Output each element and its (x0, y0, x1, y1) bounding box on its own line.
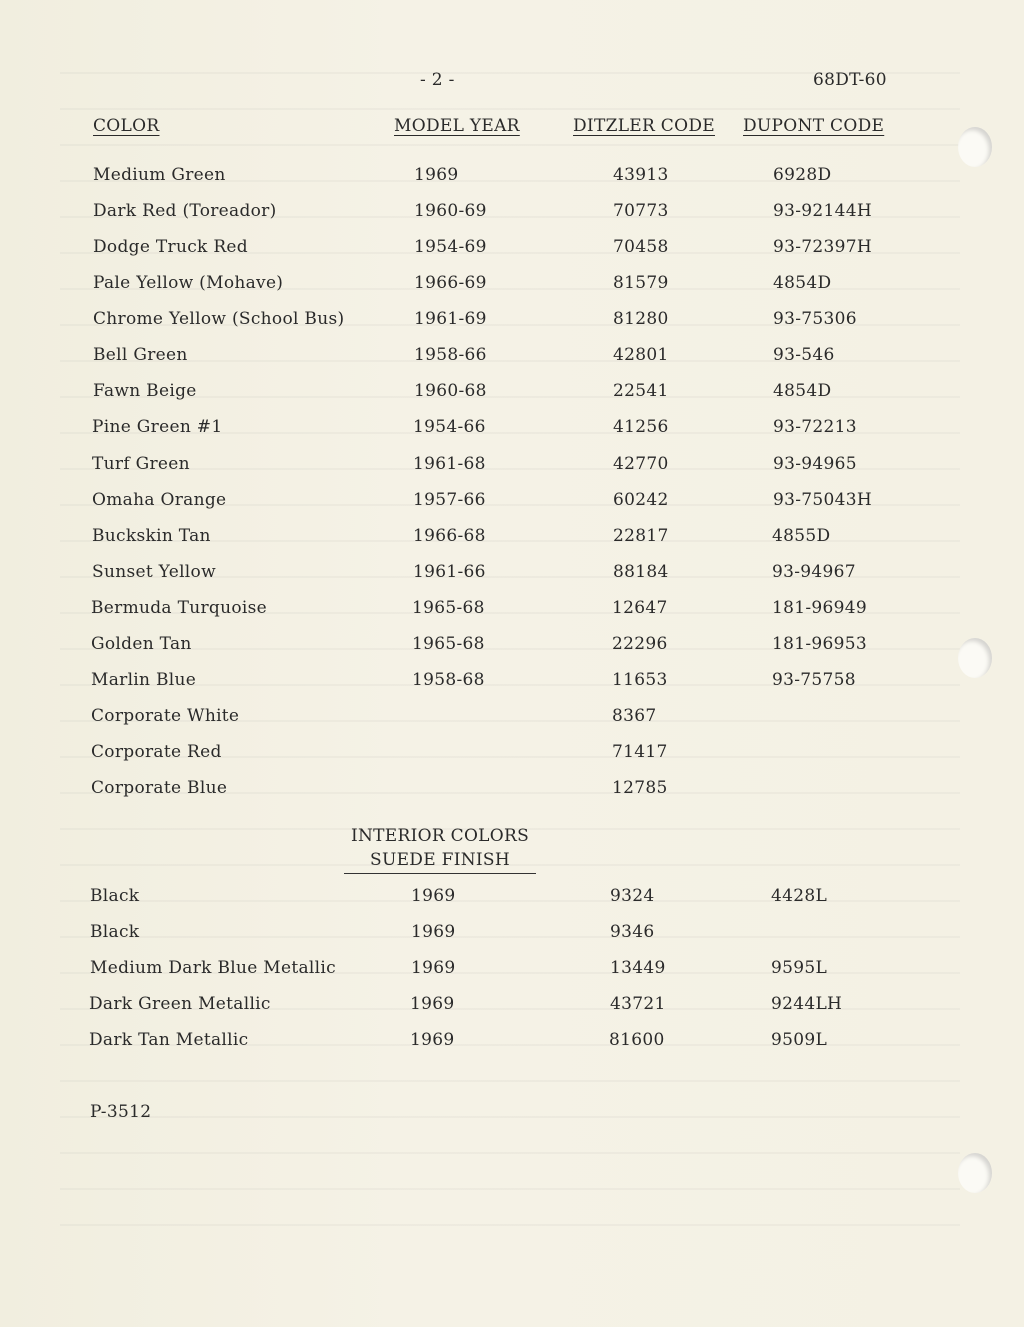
dupont-code: 4854D (773, 381, 832, 401)
column-header-ditzler-code: DITZLER CODE (573, 116, 715, 136)
ditzler-code: 43913 (613, 165, 669, 185)
footer-code: P-3512 (90, 1102, 152, 1122)
dupont-code: 9595L (771, 958, 828, 978)
column-header-color: COLOR (93, 116, 160, 136)
color-name: Bell Green (93, 345, 188, 365)
model-year: 1960-68 (414, 381, 487, 401)
color-name: Chrome Yellow (School Bus) (93, 309, 345, 329)
binder-hole (958, 1153, 992, 1193)
binder-hole (958, 638, 992, 678)
model-year: 1969 (411, 958, 456, 978)
dupont-code: 93-75758 (772, 670, 856, 690)
dupont-code: 4854D (773, 273, 832, 293)
page-number: - 2 - (420, 70, 455, 90)
ditzler-code: 12785 (612, 778, 668, 798)
dupont-code: 9509L (771, 1030, 828, 1050)
color-name: Dark Tan Metallic (89, 1030, 249, 1050)
model-year: 1965-68 (412, 598, 485, 618)
color-name: Dark Red (Toreador) (93, 201, 277, 221)
ditzler-code: 70458 (613, 237, 669, 257)
dupont-code: 93-72213 (773, 417, 857, 437)
dupont-code: 9244LH (771, 994, 843, 1014)
color-name: Golden Tan (91, 634, 192, 654)
model-year: 1954-66 (413, 417, 486, 437)
ditzler-code: 43721 (610, 994, 666, 1014)
model-year: 1958-66 (414, 345, 487, 365)
color-name: Black (90, 886, 140, 906)
dupont-code: 93-75306 (773, 309, 857, 329)
dupont-code: 4855D (772, 526, 831, 546)
color-name: Black (90, 922, 140, 942)
ditzler-code: 22541 (613, 381, 669, 401)
color-name: Medium Green (93, 165, 226, 185)
color-name: Buckskin Tan (92, 526, 211, 546)
ditzler-code: 81600 (609, 1030, 665, 1050)
dupont-code: 4428L (771, 886, 828, 906)
dupont-code: 181-96953 (772, 634, 867, 654)
dupont-code: 93-75043H (773, 490, 872, 510)
model-year: 1961-66 (413, 562, 486, 582)
color-name: Corporate Blue (91, 778, 228, 798)
dupont-code: 93-94965 (773, 454, 857, 474)
ditzler-code: 8367 (612, 706, 657, 726)
suede-finish-subtitle: SUEDE FINISH (370, 850, 510, 870)
document-code: 68DT-60 (813, 70, 887, 90)
color-name: Bermuda Turquoise (91, 598, 267, 618)
dupont-code: 93-92144H (773, 201, 872, 221)
color-name: Marlin Blue (91, 670, 197, 690)
ditzler-code: 22296 (612, 634, 668, 654)
color-name: Omaha Orange (92, 490, 227, 510)
model-year: 1966-68 (413, 526, 486, 546)
model-year: 1961-69 (414, 309, 487, 329)
dupont-code: 93-72397H (773, 237, 872, 257)
model-year: 1960-69 (414, 201, 487, 221)
model-year: 1954-69 (414, 237, 487, 257)
color-name: Medium Dark Blue Metallic (90, 958, 336, 978)
color-name: Dodge Truck Red (93, 237, 248, 257)
dupont-code: 93-94967 (772, 562, 856, 582)
model-year: 1961-68 (413, 454, 486, 474)
ditzler-code: 71417 (612, 742, 668, 762)
ditzler-code: 9346 (610, 922, 655, 942)
model-year: 1958-68 (412, 670, 485, 690)
ditzler-code: 81579 (613, 273, 669, 293)
color-name: Corporate Red (91, 742, 222, 762)
ditzler-code: 42801 (613, 345, 669, 365)
dupont-code: 181-96949 (772, 598, 867, 618)
column-header-dupont-code: DUPONT CODE (743, 116, 885, 136)
dupont-code: 6928D (773, 165, 832, 185)
ditzler-code: 81280 (613, 309, 669, 329)
color-name: Sunset Yellow (92, 562, 216, 582)
model-year: 1969 (411, 922, 456, 942)
color-name: Corporate White (91, 706, 240, 726)
model-year: 1965-68 (412, 634, 485, 654)
binder-hole (958, 127, 992, 167)
ditzler-code: 42770 (613, 454, 669, 474)
color-name: Pine Green #1 (92, 417, 223, 437)
color-name: Turf Green (92, 454, 190, 474)
model-year: 1969 (414, 165, 459, 185)
ditzler-code: 41256 (613, 417, 669, 437)
ditzler-code: 22817 (613, 526, 669, 546)
dupont-code: 93-546 (773, 345, 835, 365)
model-year: 1969 (410, 994, 455, 1014)
column-header-model-year: MODEL YEAR (394, 116, 520, 136)
color-name: Fawn Beige (93, 381, 197, 401)
model-year: 1957-66 (413, 490, 486, 510)
section-divider (344, 873, 536, 874)
model-year: 1969 (410, 1030, 455, 1050)
interior-colors-title: INTERIOR COLORS (350, 826, 530, 846)
ditzler-code: 12647 (612, 598, 668, 618)
color-name: Pale Yellow (Mohave) (93, 273, 284, 293)
ditzler-code: 9324 (610, 886, 655, 906)
ditzler-code: 70773 (613, 201, 669, 221)
model-year: 1966-69 (414, 273, 487, 293)
ditzler-code: 13449 (610, 958, 666, 978)
ditzler-code: 60242 (613, 490, 669, 510)
ditzler-code: 88184 (613, 562, 669, 582)
ditzler-code: 11653 (612, 670, 668, 690)
model-year: 1969 (411, 886, 456, 906)
color-name: Dark Green Metallic (89, 994, 271, 1014)
